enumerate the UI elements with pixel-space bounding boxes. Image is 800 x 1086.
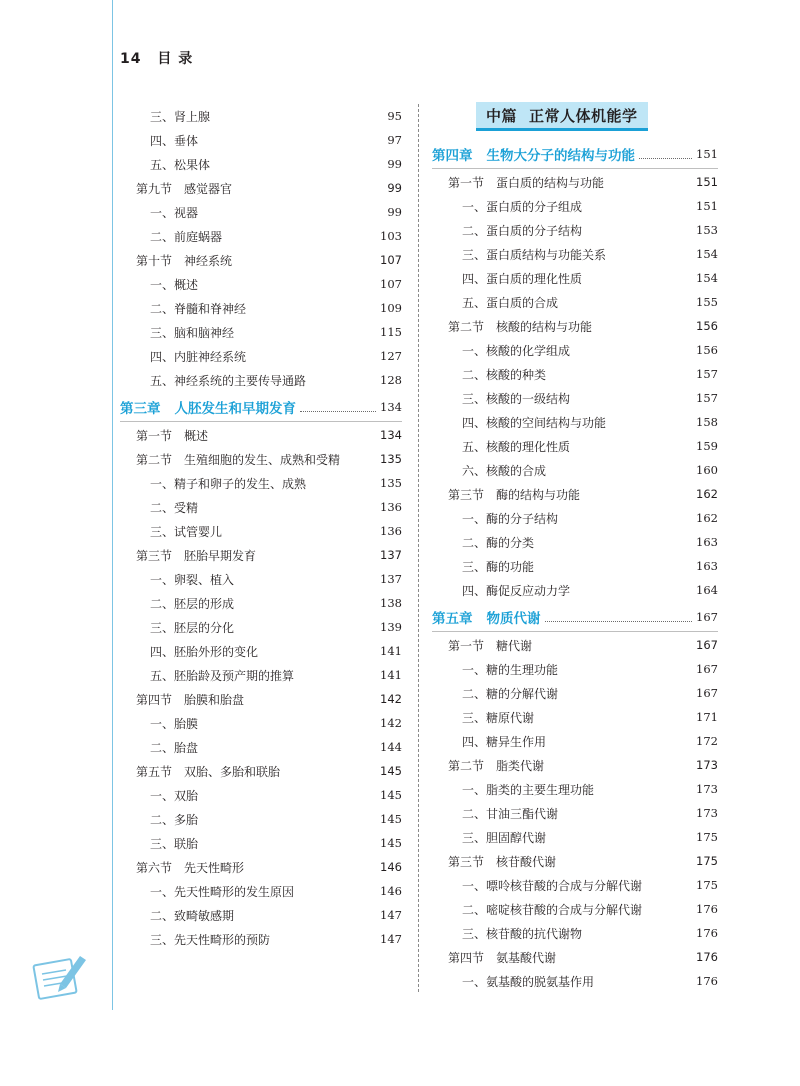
entry-title: 四、垂体: [150, 133, 199, 148]
chapter-title: 物质代谢: [486, 611, 541, 627]
entry-title: 第二节 核酸的结构与功能: [448, 319, 593, 334]
page-ref: 135: [380, 476, 402, 490]
page-ref: 173: [696, 758, 718, 772]
section-entry[interactable]: [120, 855, 402, 879]
subsection-entry[interactable]: [120, 471, 402, 495]
chapter-heading[interactable]: [120, 394, 402, 420]
page-ref: 142: [380, 716, 402, 730]
entry-title: 二、受精: [150, 500, 199, 515]
column-divider: [418, 104, 419, 992]
entry-title: 三、胆固醇代谢: [462, 830, 547, 845]
page-ref: 147: [380, 908, 402, 922]
entry-title: 二、酶的分类: [462, 535, 535, 550]
page-ref: 147: [380, 932, 402, 946]
subsection-entry[interactable]: [120, 711, 402, 735]
page-ref: 159: [696, 439, 718, 453]
entry-title: 五、蛋白质的合成: [462, 295, 559, 310]
subsection-entry[interactable]: [120, 296, 402, 320]
page-ref: 134: [380, 400, 402, 414]
page-ref: 167: [696, 610, 718, 624]
entry-title: 第三节 核苷酸代谢: [448, 854, 557, 869]
entry-title: 三、试管婴儿: [150, 524, 223, 539]
page-ref: 137: [380, 572, 402, 586]
entry-title: 三、联胎: [150, 836, 199, 851]
entry-title: 三、胚层的分化: [150, 620, 235, 635]
page-ref: 103: [380, 229, 402, 243]
page-ref: 107: [380, 277, 402, 291]
subsection-entry[interactable]: [120, 104, 402, 128]
subsection-entry[interactable]: [432, 554, 718, 578]
subsection-entry[interactable]: [432, 386, 718, 410]
entry-title: 第四节 胎膜和胎盘: [136, 692, 245, 707]
page-ref: 163: [696, 559, 718, 573]
page-ref: 95: [387, 109, 402, 123]
page-ref: 138: [380, 596, 402, 610]
section-entry[interactable]: [120, 176, 402, 200]
toc-right-list: [432, 141, 718, 993]
subsection-entry[interactable]: [120, 663, 402, 687]
page-number: 14: [120, 51, 142, 67]
page-ref: 136: [380, 500, 402, 514]
entry-title: 一、核酸的化学组成: [462, 343, 571, 358]
chapter-title: 生物大分子的结构与功能: [486, 148, 635, 164]
dot-leader: [300, 411, 376, 412]
subsection-entry[interactable]: [120, 903, 402, 927]
chapter-heading[interactable]: [432, 141, 718, 167]
entry-title: 四、胚胎外形的变化: [150, 644, 259, 659]
page-ref: 154: [696, 271, 718, 285]
subsection-entry[interactable]: [432, 657, 718, 681]
section-entry[interactable]: [432, 170, 718, 194]
page-ref: 157: [696, 367, 718, 381]
entry-title: 一、酶的分子结构: [462, 511, 559, 526]
subsection-entry[interactable]: [432, 681, 718, 705]
page-ref: 157: [696, 391, 718, 405]
entry-title: 二、蛋白质的分子结构: [462, 223, 583, 238]
page-title: 目 录: [157, 51, 194, 67]
entry-title: 一、蛋白质的分子组成: [462, 199, 583, 214]
page-ref: 135: [380, 452, 402, 466]
chapter-number: 第三章: [120, 401, 161, 417]
entry-title: 第一节 概述: [136, 428, 209, 443]
entry-title: 一、脂类的主要生理功能: [462, 782, 595, 797]
page-ref: 134: [380, 428, 402, 442]
entry-title: 四、蛋白质的理化性质: [462, 271, 583, 286]
subsection-entry[interactable]: [120, 567, 402, 591]
subsection-entry[interactable]: [120, 320, 402, 344]
page-ref: 160: [696, 463, 718, 477]
subsection-entry[interactable]: [432, 506, 718, 530]
entry-title: 五、胚胎龄及预产期的推算: [150, 668, 295, 683]
entry-title: 二、多胎: [150, 812, 199, 827]
page-ref: 175: [696, 878, 718, 892]
page-ref: 107: [380, 253, 402, 267]
entry-title: 一、双胎: [150, 788, 199, 803]
entry-title: 第三节 胚胎早期发育: [136, 548, 257, 563]
entry-title: 二、致畸敏感期: [150, 908, 235, 923]
entry-title: 第六节 先天性畸形: [136, 860, 245, 875]
page-ref: 176: [696, 926, 718, 940]
entry-title: 一、精子和卵子的发生、成熟: [150, 476, 307, 491]
subsection-entry[interactable]: [120, 272, 402, 296]
entry-title: 三、糖原代谢: [462, 710, 535, 725]
subsection-entry[interactable]: [120, 783, 402, 807]
subsection-entry[interactable]: [120, 200, 402, 224]
subsection-entry[interactable]: [120, 879, 402, 903]
page-ref: 137: [380, 548, 402, 562]
entry-title: 第二节 生殖细胞的发生、成熟和受精: [136, 452, 341, 467]
subsection-entry[interactable]: [432, 801, 718, 825]
page-ref: 128: [380, 373, 402, 387]
subsection-entry[interactable]: [432, 218, 718, 242]
dot-leader: [639, 158, 692, 159]
subsection-entry[interactable]: [120, 591, 402, 615]
section-entry[interactable]: [432, 633, 718, 657]
entry-title: 一、先天性畸形的发生原因: [150, 884, 295, 899]
section-entry[interactable]: [432, 945, 718, 969]
page-ref: 136: [380, 524, 402, 538]
entry-title: 第三节 酶的结构与功能: [448, 487, 581, 502]
section-entry[interactable]: [432, 482, 718, 506]
page-ref: 175: [696, 854, 718, 868]
section-entry[interactable]: [120, 687, 402, 711]
entry-title: 二、嘧啶核苷酸的合成与分解代谢: [462, 902, 643, 917]
entry-title: 四、糖异生作用: [462, 734, 547, 749]
entry-title: 第十节 神经系统: [136, 253, 233, 268]
page-ref: 171: [696, 710, 718, 724]
page-ref: 167: [696, 686, 718, 700]
page-ref: 145: [380, 836, 402, 850]
page-ref: 151: [696, 199, 718, 213]
subsection-entry[interactable]: [432, 921, 718, 945]
section-entry[interactable]: [432, 314, 718, 338]
subsection-entry[interactable]: [120, 128, 402, 152]
subsection-entry[interactable]: [120, 831, 402, 855]
toc-left-column: [120, 104, 402, 951]
page-ref: 127: [380, 349, 402, 363]
entry-title: 第二节 脂类代谢: [448, 758, 545, 773]
page-ref: 145: [380, 764, 402, 778]
page-ref: 167: [696, 662, 718, 676]
subsection-entry[interactable]: [432, 266, 718, 290]
page-ref: 155: [696, 295, 718, 309]
subsection-entry[interactable]: [432, 873, 718, 897]
chapter-number: 第五章: [432, 611, 473, 627]
subsection-entry[interactable]: [432, 458, 718, 482]
subsection-entry[interactable]: [120, 519, 402, 543]
subsection-entry[interactable]: [432, 969, 718, 993]
entry-title: 一、胎膜: [150, 716, 199, 731]
subsection-entry[interactable]: [120, 368, 402, 392]
entry-title: 一、概述: [150, 277, 199, 292]
entry-title: 一、卵裂、植入: [150, 572, 235, 587]
page-ref: 145: [380, 788, 402, 802]
subsection-entry[interactable]: [432, 705, 718, 729]
section-entry[interactable]: [432, 753, 718, 777]
entry-title: 第四节 氨基酸代谢: [448, 950, 557, 965]
entry-title: 三、核酸的一级结构: [462, 391, 571, 406]
page-ref: 158: [696, 415, 718, 429]
section-entry[interactable]: [120, 248, 402, 272]
subsection-entry[interactable]: [120, 224, 402, 248]
entry-title: 三、先天性畸形的预防: [150, 932, 271, 947]
subsection-entry[interactable]: [432, 578, 718, 602]
entry-title: 五、核酸的理化性质: [462, 439, 571, 454]
entry-title: 三、酶的功能: [462, 559, 535, 574]
entry-title: 四、酶促反应动力学: [462, 583, 571, 598]
subsection-entry[interactable]: [120, 807, 402, 831]
entry-title: 三、肾上腺: [150, 109, 211, 124]
entry-title: 四、核酸的空间结构与功能: [462, 415, 607, 430]
chapter-heading[interactable]: [432, 604, 718, 630]
page-ref: 176: [696, 974, 718, 988]
part-title: 正常人体机能学: [529, 107, 638, 125]
page-ref: 141: [380, 644, 402, 658]
subsection-entry[interactable]: [120, 615, 402, 639]
subsection-entry[interactable]: [432, 338, 718, 362]
subsection-entry[interactable]: [120, 735, 402, 759]
page-ref: 115: [380, 325, 402, 339]
page-ref: 99: [387, 205, 402, 219]
page-ref: 162: [696, 487, 718, 501]
toc-right-column: [432, 102, 718, 993]
section-entry[interactable]: [120, 423, 402, 447]
page-ref: 176: [696, 902, 718, 916]
entry-title: 六、核酸的合成: [462, 463, 547, 478]
page-ref: 139: [380, 620, 402, 634]
subsection-entry[interactable]: [120, 344, 402, 368]
entry-title: 五、神经系统的主要传导通路: [150, 373, 307, 388]
page-ref: 164: [696, 583, 718, 597]
subsection-entry[interactable]: [120, 639, 402, 663]
entry-title: 三、蛋白质结构与功能关系: [462, 247, 607, 262]
page-ref: 163: [696, 535, 718, 549]
subsection-entry[interactable]: [120, 152, 402, 176]
page-ref: 173: [696, 806, 718, 820]
entry-title: 二、胎盘: [150, 740, 199, 755]
entry-title: 一、视器: [150, 205, 199, 220]
subsection-entry[interactable]: [432, 530, 718, 554]
subsection-entry[interactable]: [432, 434, 718, 458]
entry-title: 一、氨基酸的脱氨基作用: [462, 974, 595, 989]
page-ref: 99: [387, 181, 402, 195]
subsection-entry[interactable]: [432, 362, 718, 386]
entry-title: 第五节 双胎、多胎和联胎: [136, 764, 281, 779]
part-heading: [476, 102, 648, 131]
entry-title: 一、嘌呤核苷酸的合成与分解代谢: [462, 878, 643, 893]
subsection-entry[interactable]: [432, 194, 718, 218]
entry-title: 二、核酸的种类: [462, 367, 547, 382]
entry-title: 二、糖的分解代谢: [462, 686, 559, 701]
dot-leader: [545, 621, 693, 622]
entry-title: 一、糖的生理功能: [462, 662, 559, 677]
page-ref: 175: [696, 830, 718, 844]
entry-title: 五、松果体: [150, 157, 211, 172]
subsection-entry[interactable]: [432, 410, 718, 434]
page-ref: 167: [696, 638, 718, 652]
page-ref: 151: [696, 147, 718, 161]
page-ref: 151: [696, 175, 718, 189]
section-entry[interactable]: [120, 759, 402, 783]
section-entry[interactable]: [120, 543, 402, 567]
entry-title: 四、内脏神经系统: [150, 349, 247, 364]
page-ref: 109: [380, 301, 402, 315]
page-ref: 141: [380, 668, 402, 682]
page-header: [120, 48, 193, 68]
entry-title: 三、核苷酸的抗代谢物: [462, 926, 583, 941]
page-ref: 162: [696, 511, 718, 525]
page-ref: 144: [380, 740, 402, 754]
page-ref: 145: [380, 812, 402, 826]
entry-title: 第一节 糖代谢: [448, 638, 533, 653]
section-entry[interactable]: [432, 849, 718, 873]
subsection-entry[interactable]: [120, 495, 402, 519]
entry-title: 二、胚层的形成: [150, 596, 235, 611]
page-ref: 97: [387, 133, 402, 147]
page-ref: 154: [696, 247, 718, 261]
chapter-number: 第四章: [432, 148, 473, 164]
entry-title: 二、前庭蜗器: [150, 229, 223, 244]
section-entry[interactable]: [120, 447, 402, 471]
chapter-title: 人胚发生和早期发育: [174, 401, 296, 417]
margin-rule: [112, 0, 113, 1010]
subsection-entry[interactable]: [432, 729, 718, 753]
entry-title: 第一节 蛋白质的结构与功能: [448, 175, 605, 190]
subsection-entry[interactable]: [432, 242, 718, 266]
pencil-notebook-icon: [30, 948, 88, 1006]
subsection-entry[interactable]: [432, 290, 718, 314]
entry-title: 二、脊髓和脊神经: [150, 301, 247, 316]
page-ref: 146: [380, 860, 402, 874]
page-ref: 173: [696, 782, 718, 796]
page-ref: 156: [696, 343, 718, 357]
page-ref: 156: [696, 319, 718, 333]
page-ref: 146: [380, 884, 402, 898]
subsection-entry[interactable]: [432, 825, 718, 849]
part-label: 中篇: [486, 107, 518, 125]
page-ref: 99: [387, 157, 402, 171]
subsection-entry[interactable]: [432, 777, 718, 801]
page-ref: 172: [696, 734, 718, 748]
subsection-entry[interactable]: [432, 897, 718, 921]
subsection-entry[interactable]: [120, 927, 402, 951]
entry-title: 二、甘油三酯代谢: [462, 806, 559, 821]
entry-title: 第九节 感觉器官: [136, 181, 233, 196]
page-ref: 176: [696, 950, 718, 964]
page-ref: 142: [380, 692, 402, 706]
page-ref: 153: [696, 223, 718, 237]
entry-title: 三、脑和脑神经: [150, 325, 235, 340]
